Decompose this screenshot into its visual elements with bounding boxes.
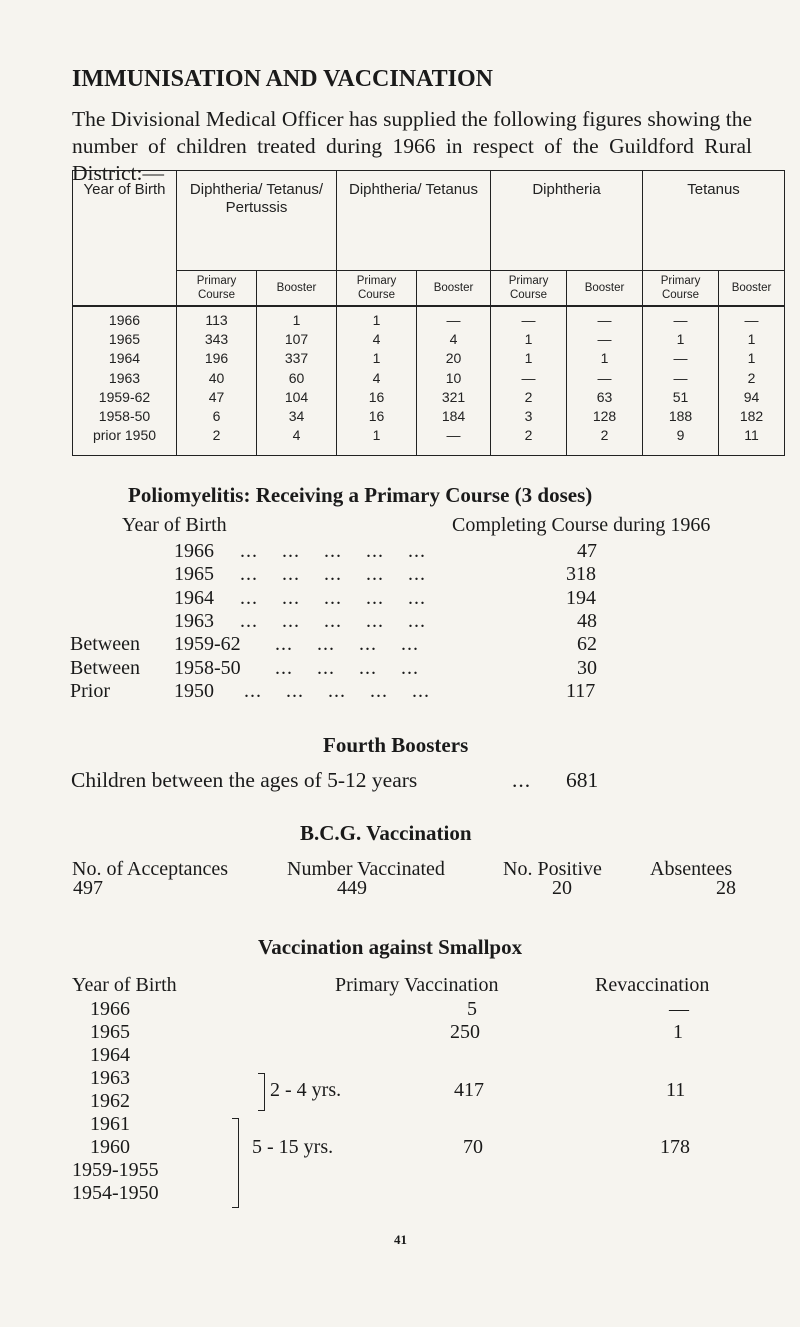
table-cell: 1 [676,331,685,348]
table-body [73,306,785,456]
smallpox-year: 1959-1955 [72,1159,159,1181]
sub-header-primary: Primary Course [643,271,719,307]
table-cell: 51 [672,388,689,405]
value-column [643,306,719,456]
table-cell: 1 [372,350,381,367]
table-cell: — [597,331,612,348]
polio-row-leader: ... ... ... ... [275,633,419,656]
table-cell: 1 [747,331,756,348]
polio-row-year: 1963 [174,609,214,632]
smallpox-heading: Vaccination against Smallpox [258,935,523,959]
table-cell: 3 [524,408,533,425]
polio-row-leader: ... ... ... ... [275,656,419,679]
year-column [73,306,177,456]
table-cell: 107 [284,331,309,348]
table-cell: — [521,369,536,386]
table-cell: 1 [292,312,301,328]
smallpox-year: 1963 [90,1067,130,1089]
smallpox-1965-primary: 250 [450,1021,480,1043]
table-cell: 4 [372,369,381,386]
page-number: 41 [394,1232,407,1247]
polio-row-leader: ... ... ... ... ... [240,563,426,586]
bcg-heading: B.C.G. Vaccination [300,821,472,845]
table-cell: 63 [596,388,613,405]
polio-row-value: 318 [566,563,596,586]
year-cell: 1964 [108,350,141,367]
bcg-positive-value: 20 [552,877,572,899]
year-cell: 1965 [108,331,141,348]
table-cell: 9 [676,427,685,444]
year-of-birth-header: Year of Birth [73,171,177,307]
year-cell: prior 1950 [92,427,157,444]
page-title: IMMUNISATION AND VACCINATION [72,66,493,92]
polio-row-year: 1958-50 [174,656,241,679]
table-cell: 188 [668,408,693,425]
polio-row-prefix: Between [70,633,140,656]
table-cell: 4 [372,331,381,348]
smallpox-group2-primary: 70 [463,1136,483,1158]
table-cell: 1 [600,350,609,367]
group-header-dt: Diphtheria/ Tetanus [337,171,491,271]
value-column [567,306,643,456]
table-cell: — [521,312,536,328]
sub-header-booster: Booster [417,271,491,307]
table-cell: 1 [372,427,381,444]
year-cell: 1958-50 [98,408,151,425]
polio-row-year: 1964 [174,586,214,609]
smallpox-year: 1966 [90,998,130,1020]
sub-header-booster: Booster [567,271,643,307]
table-cell: 6 [212,408,221,425]
table-cell: 1 [524,331,533,348]
bcg-positive-label: No. Positive [503,858,602,880]
table-cell: 2 [212,427,221,444]
table-cell: 321 [441,388,466,405]
polio-row-leader: ... ... ... ... ... [240,609,426,632]
table-cell: 343 [204,331,229,348]
polio-row-value: 194 [566,586,596,609]
table-cell: 4 [449,331,458,348]
table-cell: 94 [743,388,760,405]
smallpox-1965-revacc: 1 [673,1021,683,1043]
smallpox-year: 1961 [90,1113,130,1135]
table-cell: 16 [368,388,385,405]
table-cell: — [673,350,688,367]
smallpox-year: 1962 [90,1090,130,1112]
smallpox-year-header: Year of Birth [72,974,177,996]
bcg-absentees-label: Absentees [650,858,733,880]
boosters-heading: Fourth Boosters [323,733,469,757]
value-column [491,306,567,456]
bcg-acceptances-value: 497 [73,877,103,899]
polio-row-year: 1959-62 [174,633,241,656]
polio-row-prefix: Between [70,656,140,679]
smallpox-group1-primary: 417 [454,1079,484,1101]
smallpox-group1-label: 2 - 4 yrs. [270,1079,342,1101]
sub-header-booster: Booster [719,271,785,307]
value-column [337,306,417,456]
table-cell: 182 [739,408,764,425]
brace-group-1 [258,1073,265,1111]
immunisation-table [72,170,785,456]
table-cell: 10 [445,369,462,386]
table-cell: 2 [747,369,756,386]
polio-row-prefix: Prior [70,679,110,702]
table-cell: 40 [208,369,225,386]
table-cell: — [446,427,461,444]
value-column [257,306,337,456]
sub-header-primary: Primary Course [337,271,417,307]
polio-row-leader: ... ... ... ... ... [244,679,430,702]
table-cell: 113 [205,312,228,328]
boosters-leader: ... [512,768,532,792]
table-cell: 11 [744,427,759,444]
table-cell: — [597,312,612,328]
value-column [719,306,785,456]
table-cell: — [673,369,688,386]
table-cell: — [446,312,461,328]
sub-header-booster: Booster [257,271,337,307]
value-column [417,306,491,456]
polio-heading: Poliomyelitis: Receiving a Primary Course (3 doses) [128,483,593,507]
table-cell: 16 [368,408,385,425]
table-cell: 4 [292,427,301,444]
group-header-dtp: Diphtheria/ Tetanus/ Pertussis [177,171,337,271]
table-cell: 60 [288,369,305,386]
table-cell: 104 [284,388,309,405]
year-cell: 1966 [108,312,141,328]
polio-row-year: 1966 [174,540,214,562]
polio-row-leader: ... ... ... ... ... [240,540,426,562]
table-cell: 1 [372,312,381,328]
year-cell: 1959-62 [98,388,151,405]
table-cell: — [673,312,688,328]
table-cell: 47 [208,388,225,405]
smallpox-revacc-header: Revaccination [595,974,710,996]
year-cell: 1963 [108,369,141,386]
polio-completing-header: Completing Course during 1966 [452,514,711,536]
polio-row-leader: ... ... ... ... ... [240,586,426,609]
polio-row-value: 30 [577,656,597,679]
polio-row-value: 48 [577,609,597,632]
table-cell: 196 [204,350,229,367]
smallpox-primary-header: Primary Vaccination [335,974,499,996]
polio-row-value: 117 [566,679,596,702]
smallpox-1966-revacc: — [669,998,689,1020]
table-cell: 1 [524,350,533,367]
table-cell: 2 [524,388,533,405]
smallpox-1966-primary: 5 [467,998,477,1020]
table-cell: 34 [288,408,305,425]
bcg-vaccinated-label: Number Vaccinated [287,858,445,880]
table-cell: 128 [592,408,617,425]
smallpox-year: 1964 [90,1044,130,1066]
group-header-tetanus: Tetanus [643,171,785,271]
table-cell: 1 [747,350,756,367]
smallpox-year: 1954-1950 [72,1182,159,1204]
smallpox-group2-revacc: 178 [660,1136,690,1158]
bcg-vaccinated-value: 449 [337,877,367,899]
table-cell: — [597,369,612,386]
table-cell: 2 [600,427,609,444]
polio-row-year: 1950 [174,679,214,702]
polio-row-year: 1965 [174,563,214,586]
smallpox-year: 1965 [90,1021,130,1043]
polio-row-value: 62 [577,633,597,656]
table-cell: 337 [284,350,309,367]
boosters-value: 681 [566,768,599,792]
group-header-diphtheria: Diphtheria [491,171,643,271]
smallpox-group2-label: 5 - 15 yrs. [252,1136,334,1158]
sub-header-primary: Primary Course [177,271,257,307]
table-cell: 2 [524,427,533,444]
sub-header-primary: Primary Course [491,271,567,307]
bcg-acceptances-label: No. of Acceptances [72,858,229,880]
value-column [177,306,257,456]
table-cell: — [744,312,759,328]
brace-group-2 [232,1118,239,1208]
boosters-label: Children between the ages of 5-12 years [71,768,418,792]
intro-paragraph: The Divisional Medical Officer has supplied the following figures showing the number of children treated during 1966 in respect of the Guildford Rural District:— [72,107,752,185]
bcg-absentees-value: 28 [716,877,736,899]
table-cell: 184 [441,408,466,425]
smallpox-group1-revacc: 11 [666,1079,686,1101]
polio-row-value: 47 [577,540,597,562]
polio-year-header: Year of Birth [122,514,227,536]
table-cell: 20 [445,350,462,367]
smallpox-year: 1960 [90,1136,130,1158]
